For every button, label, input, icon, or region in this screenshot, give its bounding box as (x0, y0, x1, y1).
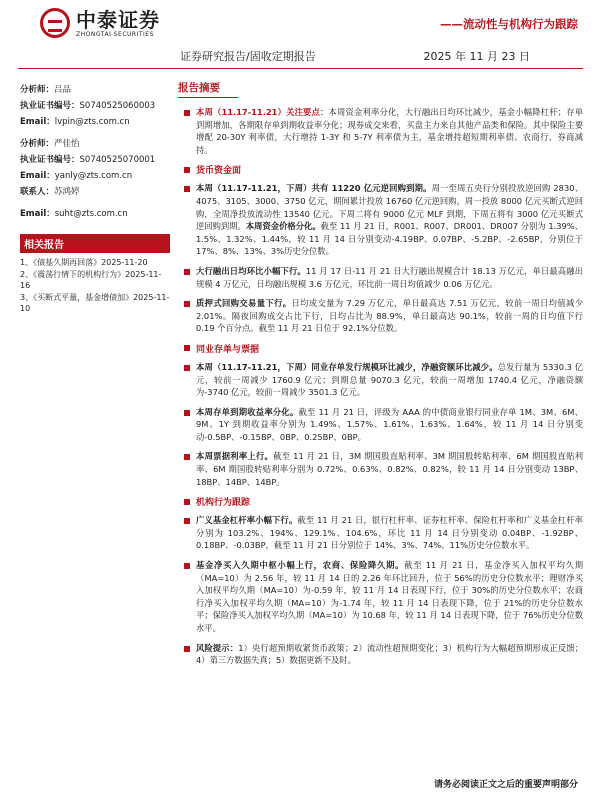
related-reports-list (20, 257, 170, 314)
logo-mark-icon (40, 8, 70, 38)
bullet-icon (184, 410, 190, 416)
bullet-icon (184, 301, 190, 307)
paragraph: 大行融出日均环比小幅下行。11 月 17 日-11 月 21 日大行融出规模合计 18.13 万亿元，单日最高融出规模 4 万亿元，日均融出规模 3.6 万亿元，环比前一周日均值减少 0.06 万亿元。 (184, 265, 583, 290)
related-report-link[interactable]: 3、《买断式平量，基金增债加》2025-11-10 (20, 293, 170, 313)
bullet-icon (184, 518, 190, 524)
bullet-icon (184, 110, 190, 116)
analyst-row: 联系人：苏鸿婷 (20, 187, 80, 197)
report-header (0, 0, 600, 72)
logo (40, 8, 160, 38)
related-report-link[interactable]: 2、《震荡行情下的机构行为》2025-11-16 (20, 270, 162, 290)
paragraph: 本周（11.17-11.21，下周）共有 11220 亿元逆回购到期。周一至周五央行分别投放逆回购 2830、4075、3105、3000、3750 亿元，期间累计投放 16760 亿元逆回购，周一投放 8000 亿元买断式逆回购，全周净投放流动性 13540 亿元。下周二将有 9000 亿元 MLF 到期，下周五将有 3000 亿元买断式逆回购到期。本周资金价格分化。截至 11 月 21 日，R001、R007、DR001、DR007 分别为 1.39%、1.5%、1.32%、1.44%，较 11 月 14 日分别变动-4.19BP、0.07BP、-5.2BP、-2.65BP，分别位于 17%、8%、13%、3%历史分位数。 (184, 182, 583, 258)
bullet-icon (184, 186, 190, 192)
bullet-icon (184, 499, 190, 505)
paragraph: 基金净买入久期中枢小幅上行，农商、保险降久期。截至 11 月 21 日，基金净买入加权平均久期（MA=10）为 2.56 年，较 11 月 14 日的 2.26 年环比回升，位于 56%的历史分位数水平；理财净买入加权平均久期（MA=10）为-0.59 年，较 11 月 14 日表现下行，位于 30%的历史分位数水平；农商行净买入加权平均久期（MA=10）为-1.74 年，较 11 月 14 日表现下降，位于 21%的历史分位数水平；保险净买入加权平均久期（MA=10）为 10.68 年，较 11 月 14 日表现下降，位于 76%历史分位数水平。 (184, 559, 583, 635)
report-series-title: ——流动性与机构行为跟踪 (440, 17, 578, 31)
section-title: 货币资金面 (184, 163, 583, 176)
footer-disclaimer: 请务必阅读正文之后的重要声明部分 (433, 780, 578, 790)
analyst-row: 执业证书编号：S0740525070001 (20, 155, 156, 165)
report-subtitle: 证券研究报告/固收定期报告 (180, 50, 316, 63)
header-divider (18, 68, 583, 69)
report-abstract (178, 80, 583, 674)
bullet-icon (184, 454, 190, 460)
paragraph: 广义基金杠杆率小幅下行。截至 11 月 21 日，银行杠杆率、证券杠杆率、保险杠杆率和广义基金杠杆率分别为 103.2%、194%、129.1%、104.6%，环比 11 月 14 日分别变动 0.04BP、-1.92BP、0.18BP、-0.03BP，截至 11 月 21 日分别位于 14%、3%、74%、11%历史分位数水平。 (184, 514, 583, 552)
paragraph: 本周（11.17-11.21，下周）同业存单发行规模环比减少，净融资额环比减少。总发行量为 5330.3 亿元，较前一周减少 1760.9 亿元；到期总量 9070.3 亿元，较前一周增加 1740.4 亿元，净融资额为-3740 亿元，较前一周减少 3501.3 亿元。 (184, 361, 583, 399)
analyst-row: 分析师：吕品 (20, 85, 72, 95)
paragraph: 本周存单到期收益率分化。截至 11 月 21 日，评级为 AAA 的中债商业银行同业存单 1M、3M、6M、9M、1Y 到期收益率分别为 1.49%、1.57%、1.61%、1.63%、1.64%，较 11 月 14 日分别变动-0.5BP、-0.15BP、0BP、0.25BP、0BP。 (184, 406, 583, 444)
related-report-link[interactable]: 1、《债基久期再回落》2025-11-20 (20, 258, 148, 267)
paragraph: 质押式回购交易量下行。日均成交量为 7.29 万亿元，单日最高达 7.51 万亿元，较前一周日均值减少 2.01%。隔夜回购成交占比下行，日均占比为 88.9%，单日最高达 90.1%，较前一周的日均值下行 0.19 个百分点。截至 11 月 21 日位于 92.1%分位数。 (184, 297, 583, 335)
analyst-row[interactable]: Email：suht@zts.com.cn (20, 209, 128, 219)
intro-paragraph: 本周（11.17-11.21）关注要点：本周资金利率分化，大行融出日均环比减少，基金小幅降杠杆；存单到期增加，各期限存单到期收益率分化；现券成交来看，买盘主力来自其他产品类和保险。其中保险主要增配 20-30Y 利率债，大行增持 1-3Y 和 5-7Y 利率债为主，基金增持超短期利率债、农商行、券商减持。 (184, 106, 583, 156)
bullet-icon (184, 563, 190, 569)
bullet-icon (184, 345, 190, 351)
related-reports-title: 相关报告 (20, 234, 170, 253)
abstract-title: 报告摘要 (178, 80, 238, 98)
bullet-icon (184, 646, 190, 652)
logo-en: ZHONGTAI SECURITIES (76, 30, 154, 38)
section-title: 机构行为跟踪 (184, 495, 583, 508)
bullet-icon (184, 167, 190, 173)
bullet-icon (184, 365, 190, 371)
risk-warning: 风险提示：1）央行超预期收紧货币政策；2）流动性超预期变化；3）机构行为大幅超预期形成正反馈；4）第三方数据失真；5）数据更新不及时。 (184, 642, 583, 667)
analyst-row[interactable]: Email：lvpin@zts.com.cn (20, 117, 130, 127)
logo-cn: 中泰证券 (76, 7, 160, 32)
section-title: 同业存单与票据 (184, 342, 583, 355)
report-date: 2025 年 11 月 23 日 (423, 50, 530, 63)
analyst-row: 执业证书编号：S0740525060003 (20, 101, 156, 111)
analyst-row: 分析师：严佳怡 (20, 139, 80, 149)
bullet-icon (184, 269, 190, 275)
paragraph: 本周票据利率上行。截至 11 月 21 日，3M 期国股直贴利率、3M 期国股转贴利率、6M 期国股直贴利率、6M 期国股转贴利率分别为 0.72%、0.63%、0.82%、0.82%，较 11 月 14 日分别变动 13BP、18BP、14BP、14BP。 (184, 450, 583, 488)
analyst-row[interactable]: Email：yanly@zts.com.cn (20, 171, 133, 181)
analyst-sidebar (20, 84, 170, 315)
